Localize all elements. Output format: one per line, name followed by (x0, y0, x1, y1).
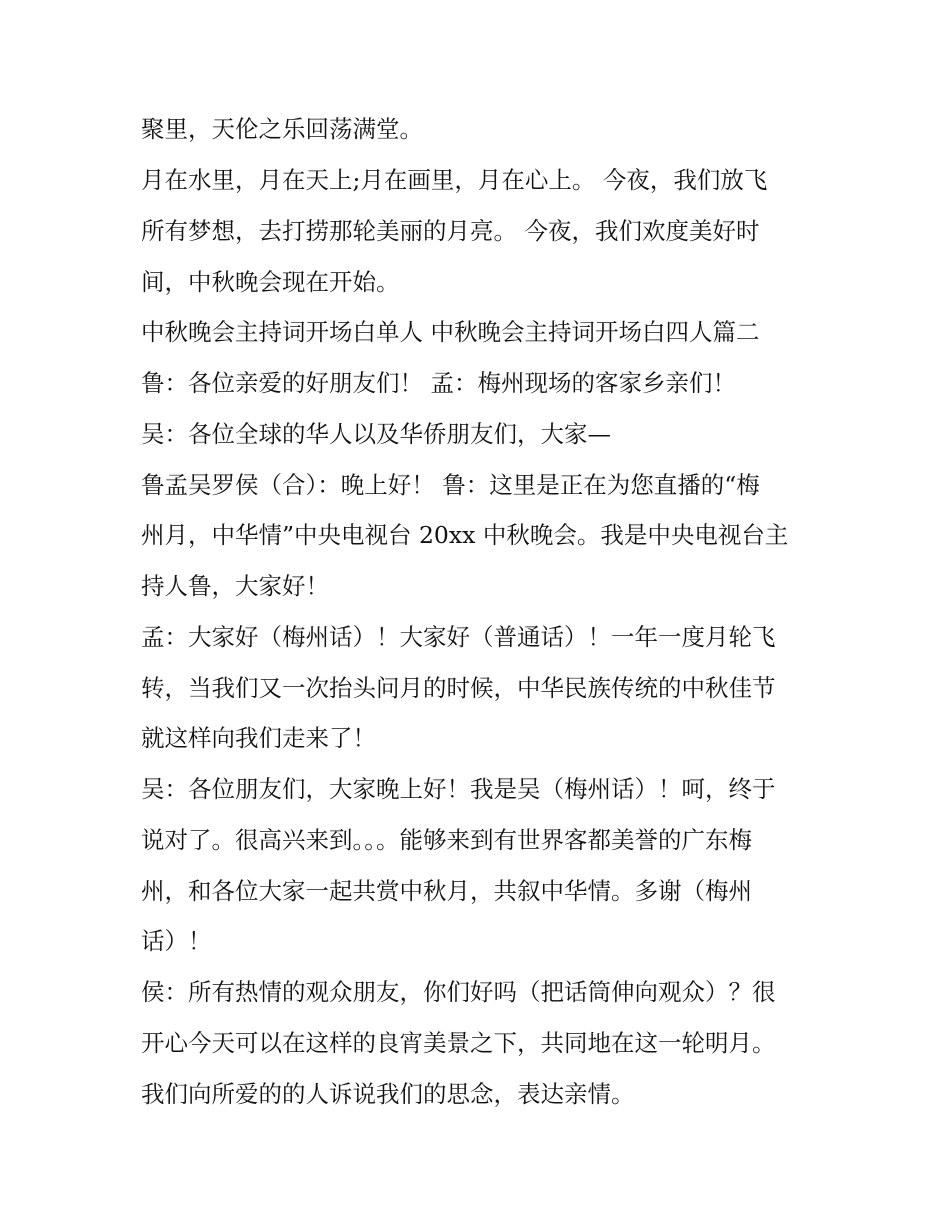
text-line-14: 吴：各位朋友们，大家晚上好！我是吴（梅州话）！呵，终于 (141, 775, 776, 803)
text-line-17: 话）！ (141, 927, 212, 955)
text-line-12: 转，当我们又一次抬头问月的时候，中华民族传统的中秋佳节 (141, 674, 776, 702)
text-line-5: 中秋晚会主持词开场白单人 中秋晚会主持词开场白四人篇二 (141, 318, 760, 346)
text-line-19: 开心今天可以在这样的良宵美景之下，共同地在这一轮明月。 (141, 1029, 776, 1057)
text-line-8: 鲁孟吴罗侯（合）：晚上好！ 鲁：这里是正在为您直播的“梅 (141, 471, 760, 499)
text-line-10: 持人鲁，大家好！ (141, 572, 329, 600)
text-line-3: 所有梦想，去打捞那轮美丽的月亮。 今夜，我们欢度美好时 (141, 217, 760, 245)
text-line-4: 间，中秋晚会现在开始。 (141, 268, 400, 296)
text-line-1: 聚里，天伦之乐回荡满堂。 (141, 115, 423, 143)
text-line-15: 说对了。很高兴来到。。。能够来到有世界客都美誉的广东梅 (141, 826, 752, 854)
text-line-2: 月在水里，月在天上;月在画里，月在心上。 今夜，我们放飞 (141, 166, 768, 194)
text-line-7: 吴：各位全球的华人以及华侨朋友们，大家— (141, 420, 611, 448)
text-line-16: 州，和各位大家一起共赏中秋月，共叙中华情。多谢（梅州 (141, 877, 752, 905)
text-line-20: 我们向所爱的的人诉说我们的思念，表达亲情。 (141, 1080, 635, 1108)
text-line-6: 鲁：各位亲爱的好朋友们！ 孟：梅州现场的客家乡亲们！ (141, 369, 736, 397)
text-line-13: 就这样向我们走来了！ (141, 724, 376, 752)
text-line-18: 侯：所有热情的观众朋友，你们好吗（把话筒伸向观众）？很 (141, 978, 776, 1006)
text-line-11: 孟：大家好（梅州话）！大家好（普通话）！一年一度月轮飞 (141, 623, 776, 651)
text-line-9: 州月，中华情”中央电视台 20xx 中秋晚会。我是中央电视台主 (141, 521, 789, 549)
